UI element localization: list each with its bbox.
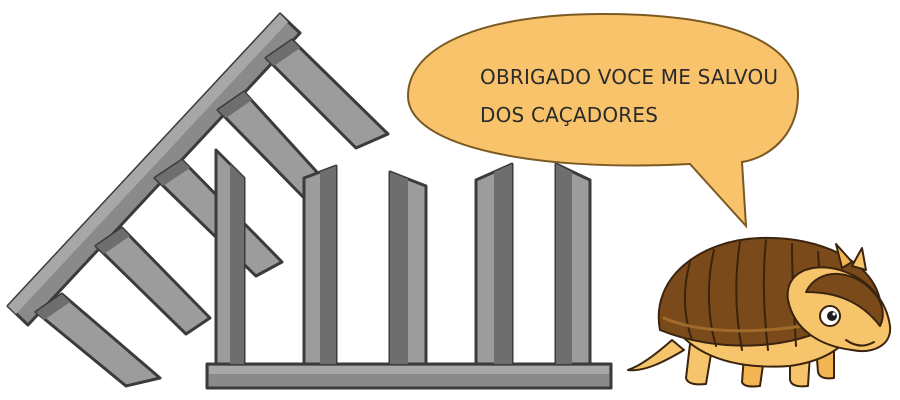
speech-line-1: OBRIGADO VOCE ME SALVOU — [480, 65, 779, 89]
speech-bubble — [408, 14, 798, 226]
armadillo-character — [628, 238, 890, 387]
speech-line-2: DOS CAÇADORES — [480, 103, 659, 127]
cage-base — [207, 364, 611, 388]
armadillo-tail — [628, 340, 684, 370]
armadillo-ear-front — [852, 248, 866, 270]
